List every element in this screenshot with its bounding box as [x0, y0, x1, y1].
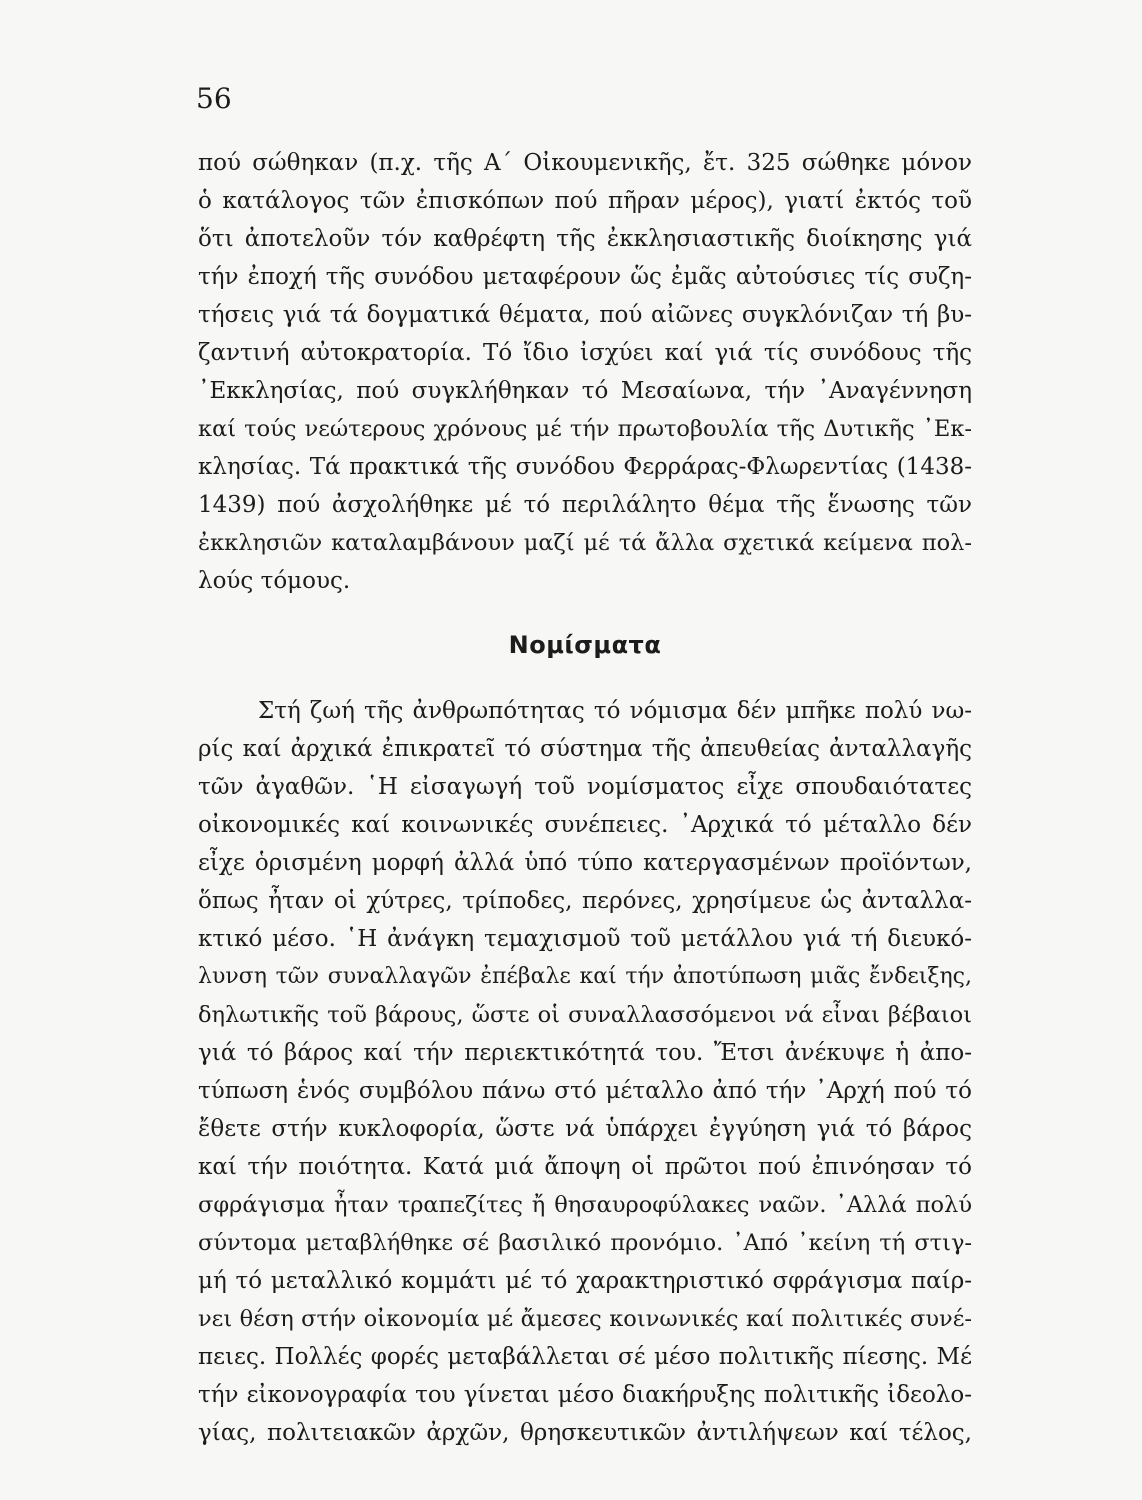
- paragraph-coins: [198, 692, 972, 1452]
- text-line: πού σώθηκαν (π.χ. τῆς Α΄ Οἰκουμενικῆς, ἔτ. 325 σώθηκε μόνον: [198, 150, 972, 176]
- text-line: ὅτι ἀποτελοῦν τόν καθρέφτη τῆς ἐκκλησιαστικῆς διοίκησης γιά: [198, 226, 972, 252]
- text-line: μή τό μεταλλικό κομμάτι μέ τό χαρακτηριστικό σφράγισμα παίρ-: [198, 1268, 972, 1294]
- text-line: ἐκκλησιῶν καταλαμβάνουν μαζί μέ τά ἄλλα σχετικά κείμενα πολ-: [198, 530, 972, 556]
- section-heading: Νομίσματα: [508, 631, 662, 659]
- text-line: σφράγισμα ἦταν τραπεζίτες ἤ θησαυροφύλακες ναῶν. ᾿Αλλά πολύ: [198, 1192, 972, 1218]
- text-line: γίας, πολιτειακῶν ἀρχῶν, θρησκευτικῶν ἀντιλήψεων καί τέλος,: [198, 1420, 972, 1446]
- text-line: κτικό μέσο. ῾Η ἀνάγκη τεμαχισμοῦ τοῦ μετάλλου γιά τή διευκό-: [198, 926, 972, 952]
- text-line: κλησίας. Τά πρακτικά τῆς συνόδου Φερράρας-Φλωρεντίας (1438-: [198, 454, 972, 480]
- text-line: δηλωτικῆς τοῦ βάρους, ὥστε οἱ συναλλασσόμενοι νά εἶναι βέβαιοι: [198, 1002, 972, 1028]
- text-line: λυνση τῶν συναλλαγῶν ἐπέβαλε καί τήν ἀποτύπωση μιᾶς ἔνδειξης,: [198, 964, 972, 989]
- text-line: τήν εἰκονογραφία του γίνεται μέσο διακήρυξης πολιτικῆς ἰδεολο-: [198, 1382, 972, 1408]
- text-line: εἶχε ὁρισμένη μορφή ἀλλά ὑπό τύπο κατεργασμένων προϊόντων,: [198, 850, 972, 876]
- text-line: ὅπως ἦταν οἱ χύτρες, τρίποδες, περόνες, χρησίμευε ὡς ἀνταλλα-: [198, 888, 972, 914]
- page-number: 56: [196, 82, 232, 115]
- text-line: σύντομα μεταβλήθηκε σέ βασιλικό προνόμιο. ᾿Από ᾿κείνη τή στιγ-: [198, 1230, 972, 1256]
- text-line: τήσεις γιά τά δογματικά θέματα, πού αἰῶνες συγκλόνιζαν τή βυ-: [198, 302, 972, 328]
- text-line: τῶν ἀγαθῶν. ῾Η εἰσαγωγή τοῦ νομίσματος εἶχε σπουδαιότατες: [198, 774, 972, 800]
- text-line: καί τούς νεώτερους χρόνους μέ τήν πρωτοβουλία τῆς Δυτικῆς ᾿Εκ-: [198, 416, 972, 442]
- text-line: ἔθετε στήν κυκλοφορία, ὥστε νά ὑπάρχει ἐγγύηση γιά τό βάρος: [198, 1116, 972, 1142]
- paragraph-council-records: [198, 144, 972, 600]
- text-line: πειες. Πολλές φορές μεταβάλλεται σέ μέσο πολιτικῆς πίεσης. Μέ: [198, 1344, 972, 1370]
- text-line: ρίς καί ἀρχικά ἐπικρατεῖ τό σύστημα τῆς ἀπευθείας ἀνταλλαγῆς: [198, 736, 972, 762]
- text-line: ζαντινή αὐτοκρατορία. Τό ἴδιο ἰσχύει καί γιά τίς συνόδους τῆς: [198, 340, 972, 366]
- text-line: οἰκονομικές καί κοινωνικές συνέπειες. ᾿Αρχικά τό μέταλλο δέν: [198, 812, 972, 838]
- text-line: ᾿Εκκλησίας, πού συγκλήθηκαν τό Μεσαίωνα, τήν ᾿Αναγέννηση: [198, 378, 972, 404]
- text-line: νει θέση στήν οἰκονομία μέ ἄμεσες κοινωνικές καί πολιτικές συνέ-: [198, 1306, 972, 1332]
- text-line: γιά τό βάρος καί τήν περιεκτικότητά του. Ἔτσι ἀνέκυψε ἡ ἀπο-: [198, 1040, 972, 1066]
- text-line: 1439) πού ἀσχολήθηκε μέ τό περιλάλητο θέμα τῆς ἕνωσης τῶν: [198, 492, 972, 518]
- text-line: Στή ζωή τῆς ἀνθρωπότητας τό νόμισμα δέν μπῆκε πολύ νω-: [258, 698, 972, 724]
- text-line: καί τήν ποιότητα. Κατά μιά ἄποψη οἱ πρῶτοι πού ἐπινόησαν τό: [198, 1154, 972, 1180]
- text-line: τήν ἐποχή τῆς συνόδου μεταφέρουν ὥς ἐμᾶς αὐτούσιες τίς συζη-: [198, 264, 972, 290]
- text-line: τύπωση ἑνός συμβόλου πάνω στό μέταλλο ἀπό τήν ᾿Αρχή πού τό: [198, 1078, 972, 1104]
- text-line: λούς τόμους.: [198, 568, 351, 594]
- text-line: ὁ κατάλογος τῶν ἐπισκόπων πού πῆραν μέρος), γιατί ἐκτός τοῦ: [198, 188, 972, 214]
